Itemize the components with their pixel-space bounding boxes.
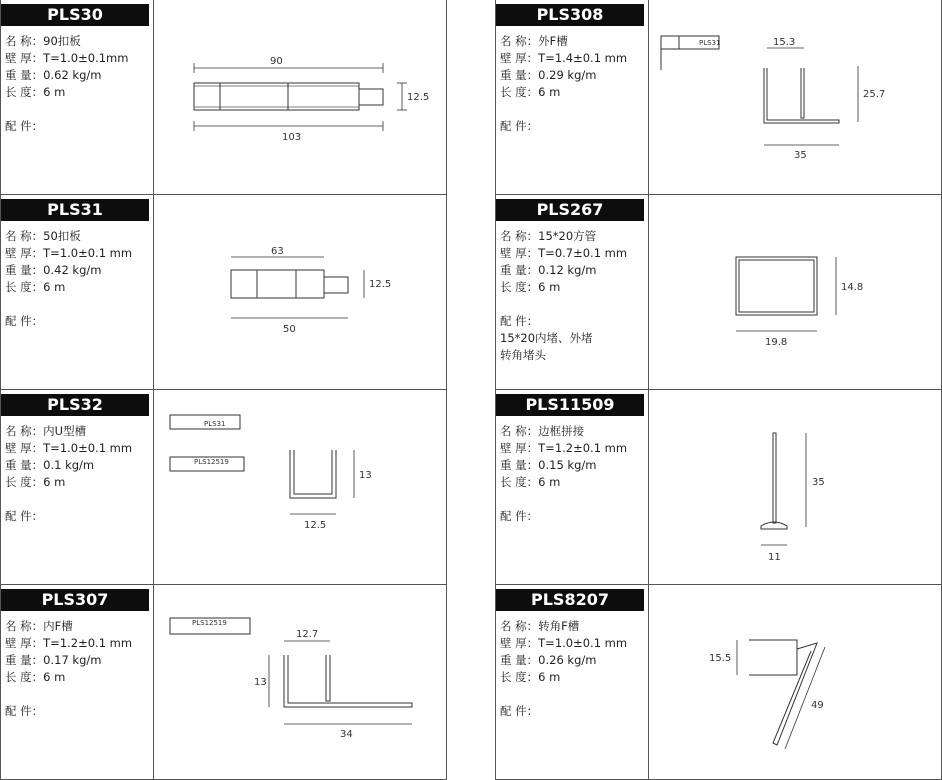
dim-11: 11 [768, 552, 781, 563]
product-name: 内F槽 [43, 619, 73, 633]
length: 6 m [43, 280, 66, 294]
profile-drawing [154, 0, 447, 195]
product-name: 内U型槽 [43, 424, 87, 438]
product-code: PLS8207 [496, 589, 644, 611]
dim-15-5: 15.5 [709, 653, 732, 664]
accessory-label: 配 件： [500, 119, 539, 133]
product-name: 转角F槽 [538, 619, 580, 633]
dim-13b: 13 [254, 677, 267, 688]
profile-drawing [649, 195, 942, 390]
product-name: 外F槽 [538, 34, 568, 48]
length: 6 m [538, 475, 561, 489]
wall-thickness: T=1.4±0.1 mm [538, 51, 628, 65]
dim-12-5b: 12.5 [369, 279, 392, 290]
tag-pls12519b: PLS12519 [192, 619, 227, 627]
weight: 0.12 kg/m [538, 263, 597, 277]
length: 6 m [43, 85, 66, 99]
product-code: PLS267 [496, 199, 644, 221]
product-name: 15*20方管 [538, 229, 597, 243]
dim-14-8: 14.8 [841, 282, 864, 293]
dim-49: 49 [811, 700, 824, 711]
dim-90: 90 [270, 56, 283, 67]
weight: 0.15 kg/m [538, 458, 597, 472]
dim-50: 50 [283, 324, 296, 335]
dim-12-5: 12.5 [407, 92, 430, 103]
dim-63: 63 [271, 246, 284, 257]
dim-25-7: 25.7 [863, 89, 886, 100]
wall-thickness: T=1.0±0.1mm [43, 51, 129, 65]
weight: 0.1 kg/m [43, 458, 95, 472]
product-specs: 名 称：50扣板 壁 厚：T=1.0±0.1 mm 重 量：0.42 kg/m 长 度：6 m 配 件： [5, 229, 133, 328]
product-card-pls32 [0, 390, 447, 585]
dim-19-8: 19.8 [765, 337, 788, 348]
profile-drawing [154, 195, 447, 390]
dim-15-3: 15.3 [773, 37, 796, 48]
dim-12-7: 12.7 [296, 629, 319, 640]
accessory-label: 配 件： [5, 119, 44, 133]
product-specs: 名 称：转角F槽 壁 厚：T=1.0±0.1 mm 重 量：0.26 kg/m 长 度：6 m 配 件： [500, 619, 628, 718]
weight: 0.42 kg/m [43, 263, 102, 277]
dim-35b: 35 [812, 477, 825, 488]
dim-35: 35 [794, 150, 807, 161]
wall-thickness: T=1.0±0.1 mm [43, 246, 133, 260]
dim-12-5c: 12.5 [304, 520, 327, 531]
accessory-line: 转角堵头 [500, 348, 546, 362]
profile-drawing [649, 390, 942, 585]
weight: 0.26 kg/m [538, 653, 597, 667]
product-name: 边框拼接 [538, 424, 585, 438]
accessory-label: 配 件： [5, 314, 44, 328]
wall-thickness: T=1.0±0.1 mm [538, 636, 628, 650]
product-code: PLS30 [1, 4, 149, 26]
product-card-pls31 [0, 195, 447, 390]
product-card-pls30 [0, 0, 447, 195]
product-card-pls8207 [495, 585, 942, 780]
accessory-label: 配 件： [500, 314, 539, 328]
product-specs: 名 称：90扣板 壁 厚：T=1.0±0.1mm 重 量：0.62 kg/m 长 度：6 m 配 件： [5, 34, 129, 133]
tag-pls31: PLS31 [699, 39, 721, 47]
product-name: 90扣板 [43, 34, 81, 48]
length: 6 m [43, 475, 66, 489]
weight: 0.17 kg/m [43, 653, 102, 667]
length: 6 m [43, 670, 66, 684]
weight: 0.62 kg/m [43, 68, 102, 82]
accessory-label: 配 件： [5, 509, 44, 523]
wall-thickness: T=0.7±0.1 mm [538, 246, 628, 260]
accessory-label: 配 件： [5, 704, 44, 718]
product-code: PLS32 [1, 394, 149, 416]
profile-drawing [649, 585, 942, 780]
weight: 0.29 kg/m [538, 68, 597, 82]
accessory-line: 15*20内堵、外堵 [500, 331, 593, 345]
profile-drawing [154, 585, 447, 780]
wall-thickness: T=1.2±0.1 mm [538, 441, 628, 455]
dim-13: 13 [359, 470, 372, 481]
product-name: 50扣板 [43, 229, 81, 243]
product-card-pls307 [0, 585, 447, 780]
length: 6 m [538, 280, 561, 294]
dim-103: 103 [282, 132, 302, 143]
product-specs: 名 称：内U型槽 壁 厚：T=1.0±0.1 mm 重 量：0.1 kg/m 长 度：6 m 配 件： [5, 424, 133, 523]
wall-thickness: T=1.0±0.1 mm [43, 441, 133, 455]
wall-thickness: T=1.2±0.1 mm [43, 636, 133, 650]
product-card-pls267 [495, 195, 942, 390]
dim-34: 34 [340, 729, 353, 740]
profile-drawing [154, 390, 447, 585]
length: 6 m [538, 85, 561, 99]
product-specs: 名 称：外F槽 壁 厚：T=1.4±0.1 mm 重 量：0.29 kg/m 长 度：6 m 配 件： [500, 34, 628, 133]
product-code: PLS308 [496, 4, 644, 26]
product-specs: 名 称：15*20方管 壁 厚：T=0.7±0.1 mm 重 量：0.12 kg/m 长 度：6 m 配 件： 15*20内堵、外堵 转角堵头 [500, 229, 628, 362]
product-code: PLS307 [1, 589, 149, 611]
product-specs: 名 称：边框拼接 壁 厚：T=1.2±0.1 mm 重 量：0.15 kg/m 长 度：6 m 配 件： [500, 424, 628, 523]
length: 6 m [538, 670, 561, 684]
tag-pls12519: PLS12519 [194, 458, 229, 466]
profile-drawing [649, 0, 942, 195]
product-card-pls308 [495, 0, 942, 195]
accessory-label: 配 件： [500, 704, 539, 718]
tag-pls31b: PLS31 [204, 420, 226, 428]
product-code: PLS31 [1, 199, 149, 221]
product-code: PLS11509 [496, 394, 644, 416]
product-specs: 名 称：内F槽 壁 厚：T=1.2±0.1 mm 重 量：0.17 kg/m 长 度：6 m 配 件： [5, 619, 133, 718]
product-card-pls11509 [495, 390, 942, 585]
accessory-label: 配 件： [500, 509, 539, 523]
